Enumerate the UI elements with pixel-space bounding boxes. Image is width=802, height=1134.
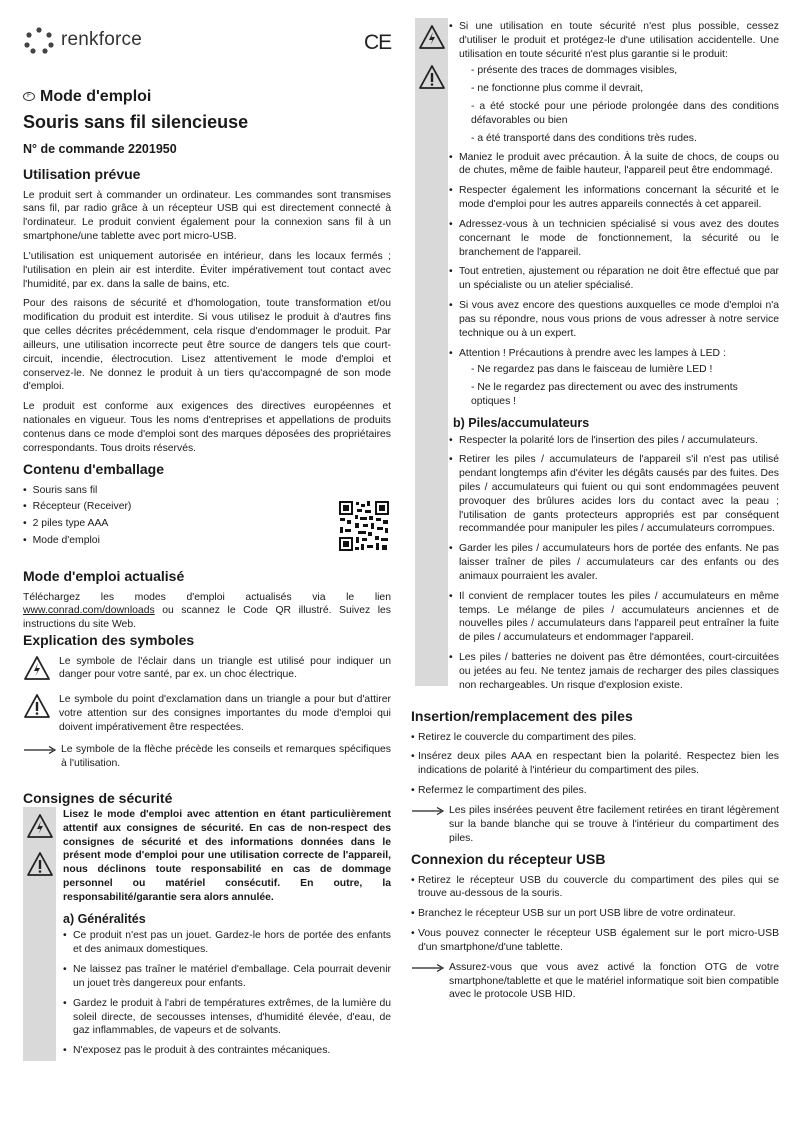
qr-code-icon[interactable] <box>338 500 390 552</box>
bullet-mark: • <box>63 930 67 942</box>
sub-item: - Ne regardez pas dans le faisceau de lumière LED ! <box>471 364 713 376</box>
warning-sidebar <box>23 807 56 1061</box>
list-item-text: Retirez le récepteur USB du couvercle du compartiment des piles qui se trouve au-dessous de la souris. <box>418 874 779 900</box>
list-item <box>449 434 779 448</box>
list-item-text: Retirer les piles / accumulateurs de l'appareil s'il n'est pas utilisé pendant longtemps afin d'éviter les dégâts causés par des fuites. Des piles / accumulateurs qui fuient ou qui sont endommagées peuvent provoquer des brûlures acides lors du contact avec la peau ; l'utilisation de gants protecteurs appropriés est par conséquent recommandée pour manipuler les piles / accumulateurs corrompues. <box>459 454 779 535</box>
section-heading: Insertion/remplacement des piles <box>411 708 633 724</box>
bullet-mark: • <box>411 908 415 920</box>
paragraph: L'utilisation est uniquement autorisée en intérieur, dans les locaux fermés ; l'utilisation en plein air est interdite. Éviter impérativement tout contact avec l'humidité, par ex. dans la salle de bains, etc. <box>23 250 391 290</box>
list-item-text: Vous pouvez connecter le récepteur USB également sur le port micro-USB d'un smartphone/d'une tablette. <box>418 928 779 953</box>
section-contents <box>23 460 391 551</box>
note-text: Les piles insérées peuvent être facilement retirées en tirant légèrement sur la bande blanche qui se trouve à l'intérieur du compartiment des piles. <box>449 804 779 844</box>
bullet-mark: • <box>411 751 415 763</box>
list-item-text: Retirez le couvercle du compartiment des piles. <box>418 731 637 743</box>
exclamation-warning-icon <box>23 693 51 719</box>
bullet-mark: • <box>23 518 27 530</box>
list-item-text: Ne laissez pas traîner le matériel d'emballage. Cela pourrait devenir un jouet très dangereux pour enfants. <box>73 964 391 989</box>
note-icon <box>411 961 445 1002</box>
list-item-text: Respecter également les informations concernant la sécurité et le mode d'emploi pour les autres appareils connectés à cet appareil. <box>459 185 779 211</box>
bullet-mark: • <box>411 731 415 743</box>
list-item <box>411 750 779 778</box>
list-item-text: Si vous avez encore des questions auxquelles ce mode d'emploi n'a pas su répondre, nous vous prions de vous adresser à notre service technique ou à un expert. <box>459 300 779 339</box>
list-item <box>411 731 779 745</box>
bullet-mark: • <box>449 21 453 32</box>
list-item-text: Mode d'emploi <box>32 535 100 547</box>
symbol-icon <box>23 655 53 686</box>
symbol-row <box>23 655 391 686</box>
bullet-mark: • <box>449 543 453 555</box>
safety-body <box>63 808 391 1064</box>
symbol-row <box>23 693 391 734</box>
lightning-warning-icon <box>26 813 54 839</box>
list-item-text: Souris sans fil <box>32 484 98 496</box>
bullet-mark: • <box>449 185 453 197</box>
arrow-icon <box>23 745 57 755</box>
document-title: Souris sans fil silencieuse <box>23 112 249 133</box>
text: Téléchargez les modes d'emploi actualisés via le lien <box>23 591 391 603</box>
note-icon <box>411 804 445 845</box>
bullet-mark: • <box>23 501 27 513</box>
sub-item: - a été transporté dans des conditions très rudes. <box>471 132 697 144</box>
exclamation-warning-icon <box>418 64 446 90</box>
section-heading: Connexion du récepteur USB <box>411 851 606 867</box>
bullet-mark: • <box>449 300 453 312</box>
bullet-mark: • <box>411 874 415 886</box>
symbol-icon <box>23 693 53 734</box>
bullet-mark: • <box>23 535 27 547</box>
ce-mark: CE <box>364 31 392 54</box>
list-item-text: Attention ! Précautions à prendre avec les lampes à LED : <box>459 347 726 359</box>
list-item <box>449 347 779 361</box>
lightning-warning-icon <box>418 24 446 50</box>
list-item <box>63 963 391 991</box>
paragraph: Le produit est conforme aux exigences des directives européennes et nationales en vigueur. Tous les noms d'entreprises et appellations de produits contenus dans ce mode d'emploi sont des marques déposées des propriétaires correspondants. Tous droits réservés. <box>23 401 391 454</box>
list-item <box>23 484 391 498</box>
list-item <box>449 20 779 61</box>
symbol-icon <box>23 743 57 771</box>
list-item <box>449 299 779 340</box>
bullet-mark: • <box>411 785 415 797</box>
list-item-text: Branchez le récepteur USB sur un port USB libre de votre ordinateur. <box>418 908 736 920</box>
list-item <box>23 517 391 531</box>
note-text: Assurez-vous que vous avez activé la fonction OTG de votre smartphone/tablette et que le matériel informatique soit bien compatible avec le protocole USB HID. <box>449 961 779 1001</box>
brand-name: renkforce <box>61 29 143 51</box>
document-kind-label: Mode d'emploi <box>40 88 152 105</box>
bullet-mark: • <box>449 151 453 163</box>
sub-item: - Ne le regardez pas directement ou avec des instruments optiques ! <box>471 382 738 408</box>
exclamation-warning-icon <box>26 851 54 877</box>
bullet-mark: • <box>63 997 67 1009</box>
list-item <box>449 265 779 293</box>
list-item <box>23 500 391 514</box>
list-item-text: Maniez le produit avec précaution. À la suite de chocs, de coups ou de chutes, même de faible hauteur, l'appareil peut être endommagé. <box>459 151 779 177</box>
list-item <box>63 997 391 1038</box>
list-item <box>449 453 779 536</box>
section-heading: Utilisation prévue <box>23 166 141 182</box>
sub-item: - présente des traces de dommages visibles, <box>471 65 678 77</box>
section-heading: Contenu d'emballage <box>23 461 165 477</box>
bullet-mark: • <box>449 454 453 466</box>
symbol-desc: Le symbole de la flèche précède les conseils et remarques spécifiques à l'utilisation. <box>61 743 391 769</box>
list-item <box>449 184 779 212</box>
subsection-heading: b) Piles/accumulateurs <box>453 415 590 430</box>
bullet-mark: • <box>23 484 27 496</box>
subsection-heading: a) Généralités <box>63 911 146 926</box>
note-row <box>411 804 779 845</box>
symbol-desc: Le symbole du point d'exclamation dans un triangle a pour but d'attirer votre attention sur des consignes importantes du mode d'emploi qui doivent impérativement être respectées. <box>59 694 391 734</box>
list-item-text: Garder les piles / accumulateurs hors de portée des enfants. Ne pas laisser traîner de piles / accumulateurs car des enfants ou des animaux pourraient les avaler. <box>459 543 779 582</box>
list-item-text: Les piles / batteries ne doivent pas être démontées, court-circuitées ou jetées au feu. Ne tentez jamais de recharger des piles classiques non rechargeables. Un risque d'explosion existe. <box>459 652 779 691</box>
bullet-mark: • <box>449 266 453 278</box>
paragraph: Le produit sert à commander un ordinateur. Les commandes sont transmises sans fil, par radio grâce à un récepteur USB qui est directement connecté à l'ordinateur. Le produit convient également pour la connexion sans fil à un smartphone/une tablette avec port micro-USB. <box>23 189 391 243</box>
bullet-mark: • <box>449 347 453 359</box>
bullet-mark: • <box>449 652 453 664</box>
safety-intro: Lisez le mode d'emploi avec attention en étant particulièrement attentif aux consignes de sécurité. En cas de non-respect des consignes de sécurité et des informations données dans le présent mode d'emploi pour une utilisation correcte de l'appareil, nous déclinons toute responsabilité en cas de dommage personnel ou matériel consécutif. En outre, la responsabilité/garantie sera alors annulée. <box>63 809 391 903</box>
section-usage <box>23 165 391 462</box>
section-update <box>23 567 391 638</box>
sub-item: - a été stocké pour une période prolongée dans des conditions défavorables ou bien <box>471 101 779 126</box>
sub-item: - ne fonctionne plus comme il devrait, <box>471 83 644 95</box>
renkforce-logo-icon <box>23 26 55 54</box>
list-item <box>411 927 779 955</box>
lightning-warning-icon <box>23 655 51 681</box>
section-symbols <box>23 631 391 779</box>
bullet-mark: • <box>63 964 67 976</box>
order-number: N° de commande 2201950 <box>23 142 177 157</box>
warning-sidebar <box>415 18 448 686</box>
bullet-mark: • <box>449 218 453 230</box>
section-heading: Consignes de sécurité <box>23 790 173 806</box>
list-item <box>63 1044 391 1058</box>
list-item <box>449 651 779 692</box>
list-item <box>449 151 779 179</box>
section-heading: Explication des symboles <box>23 632 195 648</box>
list-item-text: Récepteur (Receiver) <box>32 501 132 513</box>
section-insert <box>411 707 779 853</box>
text: ou scannez le Code QR illustré. Suivez les instructions du site Web. <box>23 605 391 631</box>
bullet-mark: • <box>411 928 415 940</box>
list-item <box>411 784 779 798</box>
bullet-mark: • <box>449 590 453 602</box>
symbol-desc: Le symbole de l'éclair dans un triangle est utilisé pour indiquer un danger pour votre santé, par ex. un choc électrique. <box>59 655 391 681</box>
document-kind <box>23 86 248 107</box>
list-item-text: Insérez deux piles AAA en respectant bien la polarité. Respectez bien les indications de polarité à l'intérieur du compartiment des piles. <box>418 751 779 777</box>
list-item <box>411 874 779 902</box>
list-item-text: Ce produit n'est pas un jouet. Gardez-le hors de portée des enfants et des animaux domestiques. <box>73 930 391 956</box>
bullet-mark: • <box>449 434 453 446</box>
list-item-text: N'exposez pas le produit à des contraintes mécaniques. <box>73 1045 331 1057</box>
list-item <box>411 907 779 921</box>
paragraph <box>23 591 391 632</box>
document-header <box>23 86 248 158</box>
list-item <box>449 590 779 645</box>
list-item <box>63 929 391 957</box>
list-item <box>449 218 779 259</box>
paragraph: Pour des raisons de sécurité et d'homologation, toute transformation et/ou modification du produit est interdite. Si vous utilisez le produit à d'autres fins que celles décrites précédemment, cela risque d'endommager le produit. Par ailleurs, une utilisation incorrecte peut être source de dangers tels que court-circuit, incendie, électrocution. Lisez attentivement le mode d'emploi et conservez-le. Ne donnez le produit à un tiers qu'accompagné de son mode d'emploi. <box>23 298 391 393</box>
list-item <box>23 534 391 548</box>
list-item-text: Si une utilisation en toute sécurité n'est plus possible, cessez d'utiliser le produit et protégez-le d'une utilisation accidentelle. Une utilisation en toute sécurité n'est plus garantie si le produit: <box>459 21 779 60</box>
list-item-text: Gardez le produit à l'abri de températures extrêmes, de la lumière du soleil directe, de secousses intenses, d'humidité élevée, d'eau, de gaz inflammables, de vapeurs et de solvants. <box>73 997 391 1037</box>
safety-continued <box>449 20 779 699</box>
downloads-link[interactable]: www.conrad.com/downloads <box>23 605 155 617</box>
bullet-mark: • <box>63 1045 67 1057</box>
section-heading: Mode d'emploi actualisé <box>23 568 185 584</box>
note-row <box>411 961 779 1002</box>
language-flag-icon: F <box>23 92 35 101</box>
section-connect <box>411 850 779 1010</box>
list-item-text: Il convient de remplacer toutes les piles / accumulateurs en même temps. Le mélange de piles / accumulateurs anciennes et de nouvelles piles / accumulateurs dans l'appareil peut entraîner la fuite de piles / accumulateurs et endommager l'appareil. <box>459 590 779 644</box>
list-item-text: Adressez-vous à un technicien spécialisé si vous avez des doutes concernant le mode de fonctionnement, la sécurité ou le branchement de l'appareil. <box>459 218 779 258</box>
list-item-text: Respecter la polarité lors de l'insertion des piles / accumulateurs. <box>459 434 758 446</box>
arrow-icon <box>411 806 445 816</box>
symbol-row <box>23 743 391 771</box>
list-item <box>449 542 779 583</box>
list-item-text: Refermez le compartiment des piles. <box>418 785 587 797</box>
list-item-text: Tout entretien, ajustement ou réparation ne doit être effectué que par un spécialiste ou un atelier spécialisé. <box>459 266 779 292</box>
arrow-icon <box>411 963 445 973</box>
brand-logo <box>23 26 142 54</box>
list-item-text: 2 piles type AAA <box>32 518 109 530</box>
